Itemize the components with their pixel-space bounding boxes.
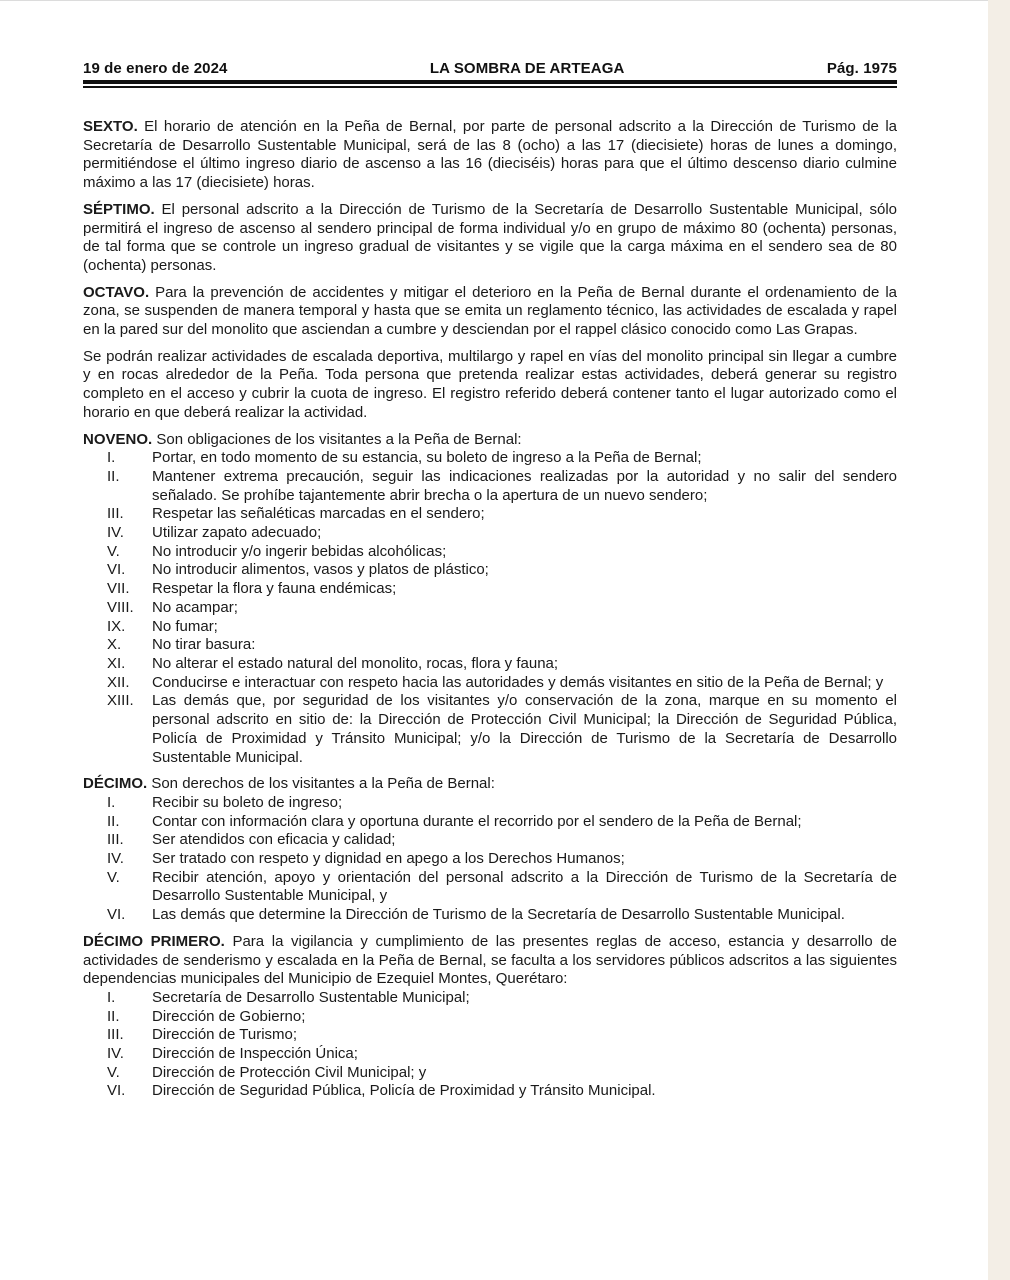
list-item-numeral: III.	[107, 505, 124, 523]
list-item-numeral: IV.	[107, 1045, 124, 1063]
list-item-numeral: V.	[107, 868, 120, 886]
list-item-numeral: II.	[107, 1007, 120, 1025]
list-item	[83, 1026, 897, 1045]
list-item-text: No introducir y/o ingerir bebidas alcohólicas;	[152, 542, 447, 560]
document-body	[83, 118, 897, 1109]
list-item-text: Ser atendidos con eficacia y calidad;	[152, 831, 396, 849]
list-item	[83, 1045, 897, 1064]
list-item-text: No tirar basura:	[152, 636, 256, 654]
decimo-primero-dependencies-list	[83, 989, 897, 1101]
list-item-text: Ser tratado con respeto y dignidad en apego a los Derechos Humanos;	[152, 850, 625, 868]
list-item	[83, 505, 897, 524]
list-item	[83, 1082, 897, 1101]
list-item-text: Dirección de Inspección Única;	[152, 1045, 358, 1063]
list-item-numeral: IX.	[107, 617, 126, 635]
page-header	[83, 60, 897, 77]
list-item	[83, 468, 897, 505]
article-decimo-primero	[83, 933, 897, 989]
decimo-rights-list	[83, 794, 897, 925]
list-item-text: Contar con información clara y oportuna durante el recorrido por el sendero de la Peña de Bernal;	[152, 812, 802, 830]
list-item	[83, 599, 897, 618]
viewer-background-strip	[988, 0, 1010, 1280]
list-item-numeral: VI.	[107, 1082, 126, 1100]
list-item	[83, 636, 897, 655]
list-item-numeral: II.	[107, 467, 120, 485]
list-item-text: Secretaría de Desarrollo Sustentable Municipal;	[152, 988, 470, 1006]
header-page-number: Pág. 1975	[826, 60, 897, 77]
article-octavo-continuation: Se podrán realizar actividades de escalada deportiva, multilargo y rapel en vías del monolito principal sin llegar a cumbre y en rocas alrededor de la Peña. Toda persona que pretenda realizar estas actividades, deberá generar su registro completo en el acceso y cubrir la cuota de ingreso. El registro referido deberá contener tanto el lugar autorizado como el horario en que deberá realizar la actividad.	[83, 347, 897, 421]
article-label: NOVENO.	[83, 430, 153, 448]
list-item	[83, 1064, 897, 1083]
list-item	[83, 618, 897, 637]
article-text: Para la prevención de accidentes y mitigar el deterioro en la Peña de Bernal durante el ordenamiento de la zona, se suspenden de manera temporal y hasta que se emita un reglamento técnico, las actividades de escalada y rapel en la pared sur del monolito que asciendan a cumbre y desciendan por el rappel clásico conocido como Las Grapas.	[83, 283, 897, 339]
article-label: SEXTO.	[83, 118, 138, 135]
list-item	[83, 906, 897, 925]
list-item-text: Dirección de Seguridad Pública, Policía de Proximidad y Tránsito Municipal.	[152, 1082, 656, 1100]
list-item-numeral: IV.	[107, 850, 124, 868]
article-noveno	[83, 431, 897, 450]
list-item-numeral: V.	[107, 1063, 120, 1081]
list-item-numeral: I.	[107, 793, 116, 811]
article-decimo	[83, 775, 897, 794]
list-item-text: No alterar el estado natural del monolito, rocas, flora y fauna;	[152, 654, 559, 672]
header-rule-thick	[83, 80, 897, 84]
list-item-numeral: VII.	[107, 580, 130, 598]
list-item	[83, 449, 897, 468]
list-item-numeral: XIII.	[107, 692, 134, 710]
article-text: El horario de atención en la Peña de Bernal, por parte de personal adscrito a la Dirección de Turismo de la Secretaría de Desarrollo Sustentable Municipal, será de las 8 (ocho) a las 17 (diecisiete) horas de lunes a domingo, permitiéndose el último ingreso diario de ascenso a las 16 (dieciséis) horas para que el último descenso diario culmine máximo a las 17 (diecisiete) horas.	[83, 118, 897, 192]
list-item	[83, 655, 897, 674]
article-label: SÉPTIMO.	[83, 200, 155, 218]
article-text: El personal adscrito a la Dirección de Turismo de la Secretaría de Desarrollo Sustentable Municipal, sólo permitirá el ingreso de ascenso al sendero principal de forma individual y/o en grupo de máximo 80 (ochenta) personas, de tal forma que se controle un ingreso gradual de visitantes y se vigile que la carga máxima en el sendero sea de 80 (ochenta) personas.	[83, 200, 897, 274]
list-item-text: Recibir atención, apoyo y orientación del personal adscrito a la Dirección de Turismo de la Secretaría de Desarrollo Sustentable Municipal, y	[152, 868, 897, 905]
list-item	[83, 543, 897, 562]
list-item-numeral: IV.	[107, 524, 124, 542]
article-text: Son obligaciones de los visitantes a la Peña de Bernal:	[152, 430, 522, 448]
list-item-numeral: VI.	[107, 906, 126, 924]
list-item	[83, 674, 897, 693]
article-octavo	[83, 284, 897, 340]
list-item-text: No introducir alimentos, vasos y platos de plástico;	[152, 561, 489, 579]
article-septimo	[83, 201, 897, 276]
list-item-numeral: VIII.	[107, 598, 134, 616]
list-item-numeral: III.	[107, 1026, 124, 1044]
header-rule-thin	[83, 86, 897, 88]
list-item-numeral: I.	[107, 988, 116, 1006]
list-item-text: Recibir su boleto de ingreso;	[152, 793, 343, 811]
article-text: Son derechos de los visitantes a la Peña de Bernal:	[147, 775, 495, 793]
list-item	[83, 869, 897, 906]
list-item-text: Respetar las señaléticas marcadas en el sendero;	[152, 505, 485, 523]
article-label: DÉCIMO.	[83, 775, 148, 793]
list-item-numeral: XII.	[107, 673, 130, 691]
list-item	[83, 580, 897, 599]
list-item	[83, 561, 897, 580]
list-item-text: Mantener extrema precaución, seguir las indicaciones realizadas por la autoridad y no salir del sendero señalado. Se prohíbe tajantemente abrir brecha o la apertura de un nuevo sendero;	[152, 467, 897, 504]
list-item-numeral: II.	[107, 812, 120, 830]
list-item-text: Portar, en todo momento de su estancia, su boleto de ingreso a la Peña de Bernal;	[152, 449, 702, 467]
list-item-text: Dirección de Gobierno;	[152, 1007, 306, 1025]
list-item-numeral: V.	[107, 542, 120, 560]
list-item-text: No acampar;	[152, 598, 238, 616]
list-item-numeral: III.	[107, 831, 124, 849]
header-date: 19 de enero de 2024	[83, 60, 228, 77]
list-item	[83, 692, 897, 767]
list-item	[83, 850, 897, 869]
list-item-numeral: VI.	[107, 561, 126, 579]
list-item-numeral: X.	[107, 636, 122, 654]
article-label: DÉCIMO PRIMERO.	[83, 932, 225, 950]
noveno-obligations-list	[83, 449, 897, 767]
list-item-numeral: I.	[107, 449, 116, 467]
list-item	[83, 794, 897, 813]
article-text: Para la vigilancia y cumplimiento de las presentes reglas de acceso, estancia y desarrollo de actividades de senderismo y escalada en la Peña de Bernal, se faculta a los servidores públicos adscritos a las siguientes dependencias municipales del Municipio de Ezequiel Montes, Querétaro:	[83, 932, 898, 988]
list-item-text: No fumar;	[152, 617, 218, 635]
list-item-text: Dirección de Protección Civil Municipal; y	[152, 1063, 427, 1081]
list-item-text: Las demás que, por seguridad de los visitantes y/o conservación de la zona, marque en su momento el personal adscrito en sitio de: la Dirección de Protección Civil Municipal; la Dirección de Seguridad Pública, Policía de Proximidad y Tránsito Municipal; y/o la Dirección de Turismo de la Secretaría de Desarrollo Sustentable Municipal.	[152, 692, 897, 766]
list-item	[83, 989, 897, 1008]
list-item-text: Utilizar zapato adecuado;	[152, 524, 322, 542]
list-item	[83, 813, 897, 832]
list-item	[83, 1008, 897, 1027]
list-item	[83, 831, 897, 850]
list-item-text: Conducirse e interactuar con respeto hacia las autoridades y demás visitantes en sitio de la Peña de Bernal; y	[152, 673, 884, 691]
list-item-text: Las demás que determine la Dirección de Turismo de la Secretaría de Desarrollo Sustentable Municipal.	[152, 906, 845, 924]
list-item	[83, 524, 897, 543]
list-item-text: Respetar la flora y fauna endémicas;	[152, 580, 397, 598]
article-sexto	[83, 118, 897, 193]
list-item-text: Dirección de Turismo;	[152, 1026, 298, 1044]
header-publication-title: LA SOMBRA DE ARTEAGA	[429, 60, 625, 77]
list-item-numeral: XI.	[107, 654, 126, 672]
article-label: OCTAVO.	[83, 283, 150, 301]
